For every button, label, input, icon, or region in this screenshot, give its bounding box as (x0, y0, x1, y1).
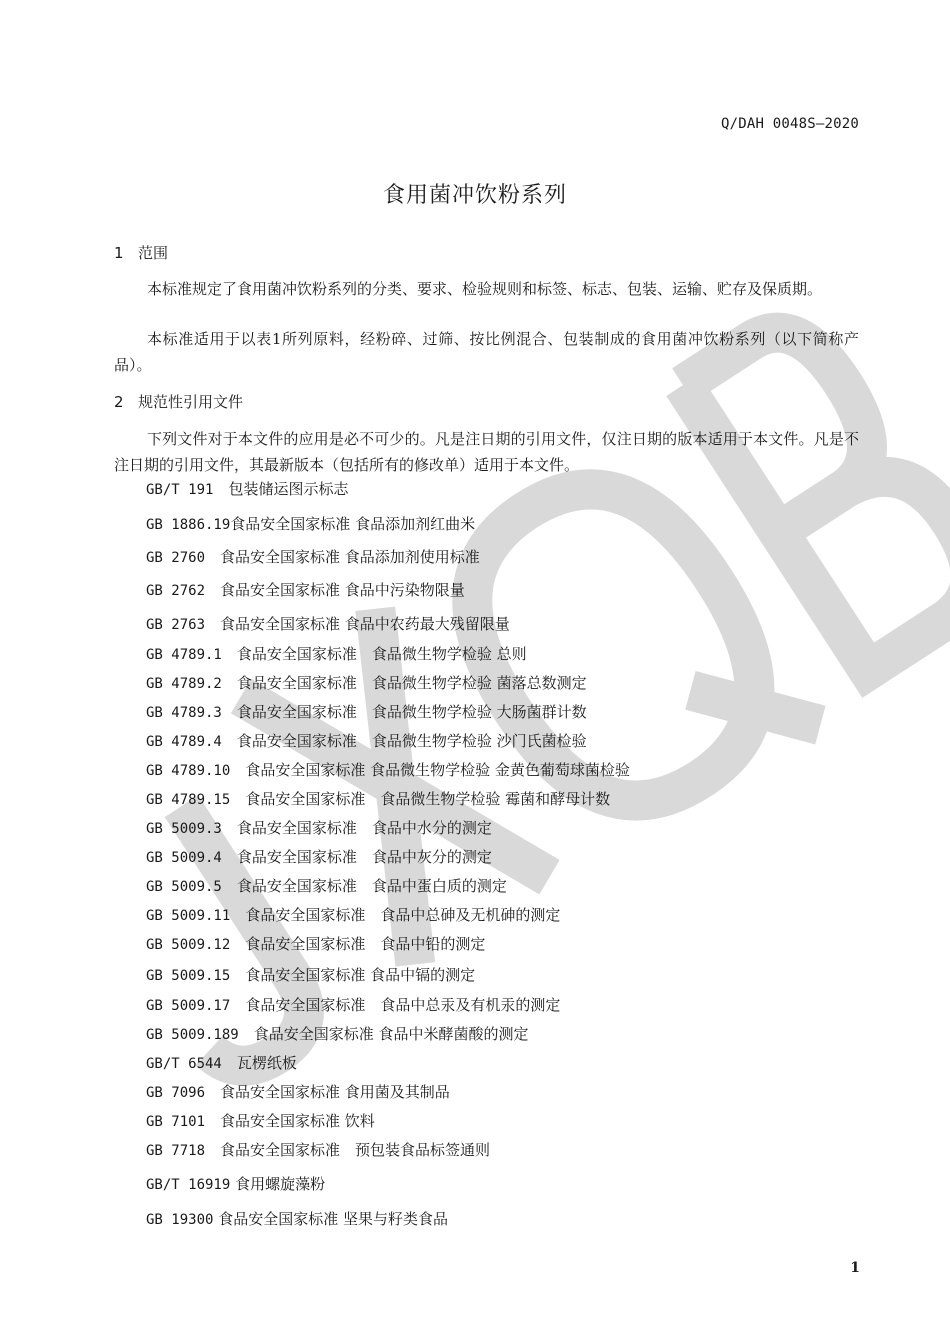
reference-item: GB 4789.3 食品安全国家标准 食品微生物学检验 大肠菌群计数 (146, 703, 587, 721)
reference-item: GB 5009.5 食品安全国家标准 食品中蛋白质的测定 (146, 877, 507, 895)
reference-item: GB 5009.189 食品安全国家标准 食品中米酵菌酸的测定 (146, 1025, 529, 1043)
reference-item: GB 4789.15 食品安全国家标准 食品微生物学检验 霉菌和酵母计数 (146, 790, 611, 808)
reference-item: GB 4789.2 食品安全国家标准 食品微生物学检验 菌落总数测定 (146, 674, 587, 692)
reference-item: GB 2760 食品安全国家标准 食品添加剂使用标准 (146, 548, 480, 566)
document-title: 食用菌冲饮粉系列 (382, 183, 567, 208)
section-2-title: 规范性引用文件 (138, 393, 244, 411)
page-number: 1 (850, 1260, 860, 1276)
reference-item: GB 5009.15 食品安全国家标准 食品中镉的测定 (146, 966, 476, 984)
section-1-paragraph-1: 本标准规定了食用菌冲饮粉系列的分类、要求、检验规则和标签、标志、包装、运输、贮存及保质期。 (147, 280, 823, 298)
reference-item: GB 4789.4 食品安全国家标准 食品微生物学检验 沙门氏菌检验 (146, 732, 587, 750)
reference-item: GB/T 16919 食用螺旋藻粉 (146, 1175, 326, 1193)
reference-item: GB 5009.12 食品安全国家标准 食品中铅的测定 (146, 935, 486, 953)
reference-item: GB 19300 食品安全国家标准 坚果与籽类食品 (146, 1210, 448, 1228)
standard-code: Q/DAH 0048S—2020 (720, 116, 859, 132)
reference-item: GB 7101 食品安全国家标准 饮料 (146, 1112, 375, 1130)
reference-item: GB 5009.4 食品安全国家标准 食品中灰分的测定 (146, 848, 492, 866)
reference-item: GB 1886.19食品安全国家标准 食品添加剂红曲米 (146, 515, 476, 533)
reference-item: GB 2763 食品安全国家标准 食品中农药最大残留限量 (146, 615, 510, 633)
reference-item: GB 7096 食品安全国家标准 食用菌及其制品 (146, 1083, 450, 1101)
section-1-number: 1 (114, 244, 124, 262)
reference-item: GB 2762 食品安全国家标准 食品中污染物限量 (146, 581, 465, 599)
reference-item: GB 5009.11 食品安全国家标准 食品中总砷及无机砷的测定 (146, 906, 561, 924)
reference-item: GB 5009.3 食品安全国家标准 食品中水分的测定 (146, 819, 492, 837)
reference-item: GB 4789.1 食品安全国家标准 食品微生物学检验 总则 (146, 645, 527, 663)
reference-item: GB 5009.17 食品安全国家标准 食品中总汞及有机汞的测定 (146, 996, 561, 1014)
section-1-paragraph-2: 本标准适用于以表1所列原料，经粉碎、过筛、按比例混合、包装制成的食用菌冲饮粉系列（以下简称产品）。 (114, 330, 859, 374)
section-1-heading (114, 242, 168, 263)
reference-item: GB 7718 食品安全国家标准 预包装食品标签通则 (146, 1141, 491, 1159)
reference-item: GB/T 191 包装储运图示标志 (146, 480, 349, 498)
section-2-heading (114, 391, 243, 412)
section-2-intro: 下列文件对于本文件的应用是必不可少的。凡是注日期的引用文件，仅注日期的版本适用于本文件。凡是不注日期的引用文件，其最新版本（包括所有的修改单）适用于本文件。 (114, 430, 859, 474)
reference-item: GB/T 6544 瓦楞纸板 (146, 1054, 297, 1072)
reference-item: GB 4789.10 食品安全国家标准 食品微生物学检验 金黄色葡萄球菌检验 (146, 761, 630, 779)
section-2-number: 2 (114, 393, 124, 411)
section-1-title: 范围 (138, 244, 169, 262)
